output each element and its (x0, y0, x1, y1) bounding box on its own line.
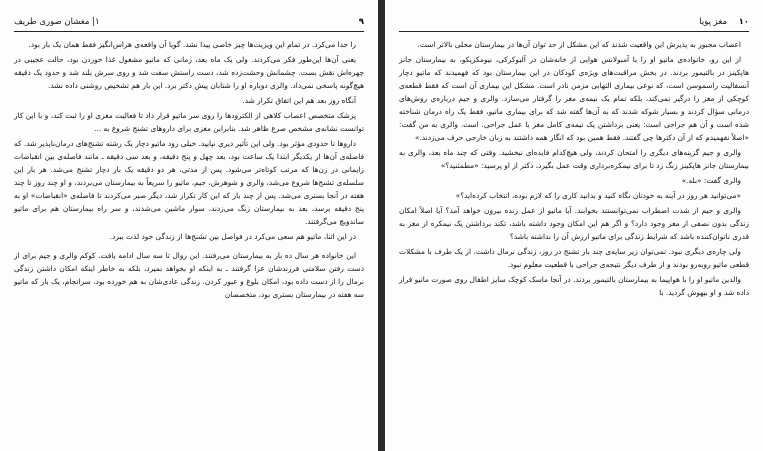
paragraph: اعصاب مجبور به پذیرش این واقعیت شدند که این مشکل از حد توان آن‌ها در بیمارستان محلی بالاتر است. (417, 40, 741, 49)
paragraph: را جدا می‌کرد. در تمام این ویزیت‌ها چیز خاصی پیدا نشد. گویا آن واقعه‌ی هراس‌انگیز فقط همان یک بار بود. (28, 40, 356, 49)
left-page-header (14, 17, 364, 32)
running-head: مغز پویا (699, 17, 727, 27)
right-page-body (399, 38, 749, 301)
right-page-header (399, 17, 749, 32)
paragraph: والری گفت: «بله.» (681, 176, 741, 185)
page-number: ۹ (358, 17, 364, 27)
paragraph: ولی چاره‌ی دیگری نبود. نمی‌توان زیر سایه‌ی چند بار تشنج در روز، زندگی نرمال داشت. از یک طرف با مشکلات قطعی ماتیو روبه‌رو بودند و از طرف دیگر نتیجه‌ی جراحی با قطعیت معلوم نبود. (399, 247, 749, 269)
paragraph: آنگاه روز بعد هم این اتفاق تکرار شد. (242, 96, 356, 105)
paragraph: والری و جیم از شدت اضطراب نمی‌توانستند بخوابند. آیا ماتیو از عمل زنده بیرون خواهد آمد؟ آیا اصلاً امکان زندگی بدون نصفی از مغز وجود دارد؟ و اگر هم این امکان وجود داشته باشد، تکند برداشتن یک نیمکره از مغز به قدری ناتوان‌کننده باشد که شرایط زندگی برای ماتیو ارزش آن را نداشته باشد؟ (399, 206, 749, 241)
paragraph: این خانواده هر سال ده بار به بیمارستان می‌رفتند. این روال تا سه سال ادامه یافت. کوکم والری و جیم برای از دست رفتن سلامتی فرزندشان عزا گرفتند ـ به اینکه او بخواهد بمیرد، بلکه به خاطر اینکه امکان داشتن زندگی نرمال را از دست داده بود، امکان بلوغ و عبور کردن. زندگی عادی‌شان به هم خورده بود. سرانجام، یک بار که ماتیو سه هفته در بیمارستان بستری بود، متخصصان (14, 251, 364, 299)
paragraph: در این اثنا، ماتیو هم سعی می‌کرد در فواصل بین تشنج‌ها از زندگی خود لذت ببرد. (109, 232, 356, 241)
book-spine (378, 0, 385, 451)
paragraph: داروها تا حدودی مؤثر بود. ولی این تأثیر دیری نپایید. خیلی زود ماتیو دچار یک رشته تشنج‌های درمان‌ناپذیر شد. که فاصله‌ی آن‌ها از یکدیگر ابتدا یک ساعت بود، بعد چهل و پنج دقیقه، و بعد سی دقیقه ـ مانند فاصله‌ی بین انقباضات زایمانی در زن‌ها که مرتب کوتاه‌تر می‌شود. پس از مدتی، هر دو دقیقه یک بار دچار تشنج می‌شد. هر بار این سلسله‌ی تشنج‌ها شروع می‌شد، والری و شوهرش، جیم، ماتیو را سریعاً به بیمارستان می‌بردند، و او چند روز تا چند هفته در آنجا بستری می‌شد. پس از چند بار که این کار تکرار شد، دیگر صبر می‌کردند تا فاصله‌ی «انقباضات» او به پنج دقیقه برسد، بعد به بیمارستان زنگ می‌زدند، سوار ماشین می‌شدند، و سر راه بیمارستان هم برای ماتیو ساندویچ می‌گرفتند. (14, 139, 364, 226)
paragraph: پزشک متخصص اعصاب کلاهی از الکترودها را روی سر ماتیو قرار داد تا فعالیت مغزی او را ثبت کند، و با این کار توانست نشانه‌ی مشخص صرع ظاهر شد. بنابراین مغزی برای داروهای تشنج شروع به ... (14, 111, 364, 133)
paragraph: والری و جیم گزینه‌های دیگری را امتحان کردند، ولی هیچ‌کدام فایده‌ای نبخشید. وقتی که چند ماه بعد، والری به بیمارستان جانز هاپکینز زنگ زد تا برای نیمکره‌برداری وقت عمل بگیرد، دکتر از او پرسید: «مطمئنید؟» (399, 148, 749, 170)
left-page-body (14, 38, 364, 303)
page-number: ۱۰ (738, 17, 749, 27)
paragraph: از این رو، خانواده‌ی ماتیو او را با آمبولانس هوایی از خانه‌شان در آلبوکرکی، نیومکزیکو، به بیمارستان جانز هاپکینز در بالتیمور بردند. در بخش مراقبت‌های ویژه‌ی کودکان در این بیمارستان بود که فهمیدند که ماتیو دچار آنسفالیت راسموسن است، که نوعی بیماری التهابی مزمن نادر است. مشکل این بیماری آن است که فقط قطعه‌ی کوچکی از مغز را درگیر نمی‌کند، بلکه تمام یک نیمه‌ی مغز را گرفتار می‌سازد. والری و جیم درباره‌ی روش‌های درمانی سؤال کردند و بسیار شوکه شدند که به آن‌ها گفته شد که برای بیماری ماتیو، فقط یک راه درمان شناخته شده است و آن هم جراحی است: یعنی برداشتن یک نیمه‌ی کامل مغز با عمل جراحی. است. والری به من گفت: «اصلاً نفهمیدم که از آن دکترها چی گفتند. فقط همین بود که انگار همه داشتند به زبان خارجی حرف می‌زدند.» (399, 55, 749, 142)
right-page (385, 0, 763, 451)
running-head: ۱| مغشان صوری طریف (14, 17, 100, 27)
paragraph: «می‌توانید هر روز در آینه به خودتان نگاه کنید و بدانید کاری را که لازم بوده، انتخاب کرده‌اید؟» (455, 191, 741, 200)
paragraph: والدین ماتیو او را با هواپیما به بیمارستان بالتیمور بردند. در آنجا ماسک کوچک سایز اطفال روی صورت ماتیو قرار داده شد و او بیهوش گردید. با (399, 275, 749, 297)
left-page (0, 0, 378, 451)
paragraph: یعنی آن‌ها این‌طور فکر می‌کردند. ولی یک ماه بعد، زمانی که ماتیو مشغول غذا خوردن بود، حالت عجیبی در چهره‌اش نقش بست. چشمانش وحشت‌زده شد، دست راستش سفت شد و روی سرش بلند شد و حدود یک دقیقه هیچ‌گونه پاسخی نمی‌داد. والری دوباره او را شتابان پیش دکتر برد. این بار هم تشخیص روشنی داده نشد. (14, 55, 364, 90)
